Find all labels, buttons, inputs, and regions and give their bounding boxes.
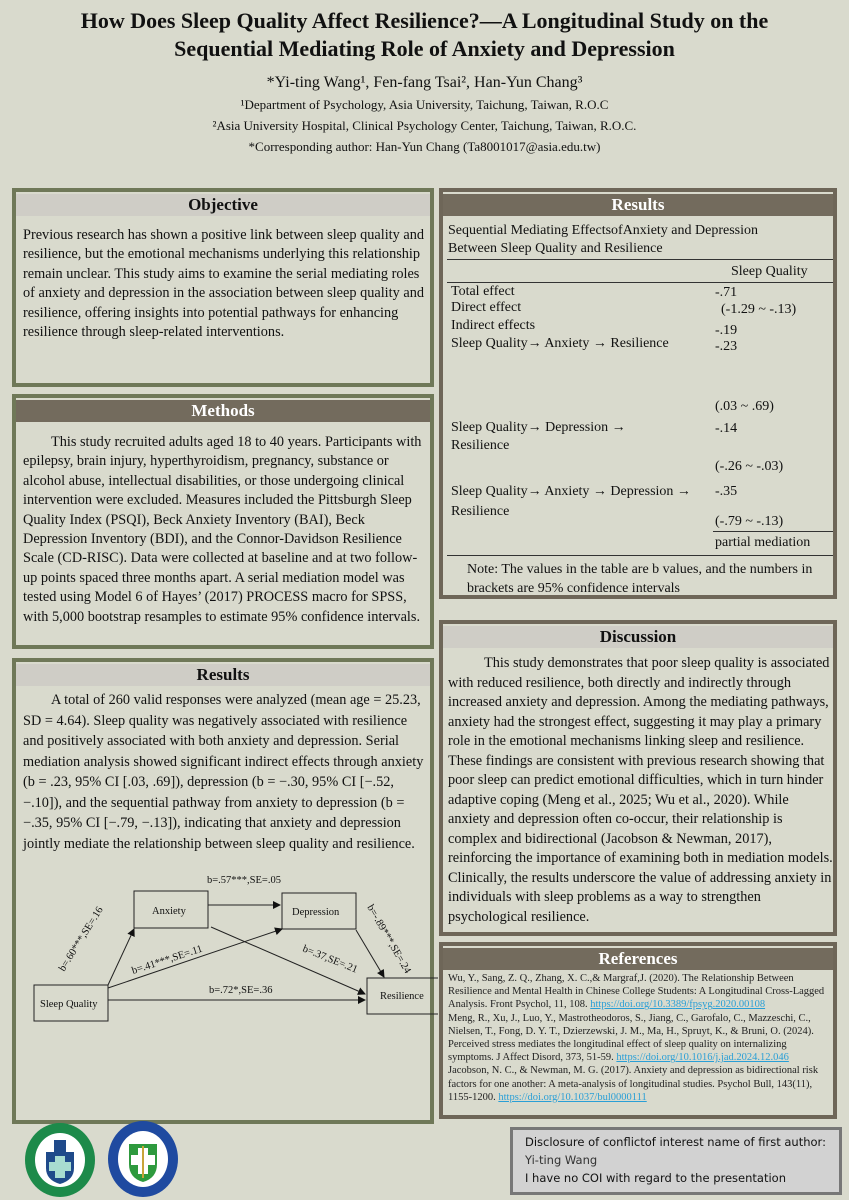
table-rule-mid	[713, 531, 833, 532]
disclosure-statement: I have no COI with regard to the presentation	[525, 1171, 786, 1185]
node-resilience-label: Resilience	[380, 991, 424, 1002]
row-ci-path-anxiety: (.03 ~ .69)	[715, 399, 774, 414]
reference-item	[448, 972, 827, 1012]
table-rule-bottom	[447, 555, 833, 556]
title-line-1: How Does Sleep Quality Affect Resilience?—A Longitudinal Study on the	[80, 8, 769, 33]
objective-text: Previous research has shown a positive link between sleep quality and resilience, but the emotional mechanisms underlying this relationship remain unclear. This study aims to examine the serial mediating roles of anxiety and depression in the association between sleep quality and resilience, offering insights into potential pathways for enhancing resilience through sleep-related interventions.	[23, 227, 425, 341]
discussion-text: This study demonstrates that poor sleep quality is associated with reduced resilience, both directly and indirectly through increased anxiety and depression. Among the mediating pathways, anxiety had the strongest effect, suggesting it may play a primary role in the emotional mechanisms linking sleep and resilience. These findings are consistent with previous research showing that poor sleep can predict emotional difficulties, which in turn hinder adaptive coping (Meng et al., 2025; Wu et al., 2020). While anxiety and depression often co-occur, their relationship is complex and bidirectional (Jacobson & Newman, 2017), reinforcing the importance of examining both in mediation models. Clinically, the results underscore the value of addressing anxiety in individuals with sleep problems as a way to strengthen psychological resilience.	[448, 655, 833, 925]
row-label-direct: Direct effect	[451, 300, 522, 315]
references-heading: References	[443, 948, 833, 970]
objective-heading: Objective	[16, 194, 430, 216]
discussion-section	[439, 620, 837, 936]
methods-heading: Methods	[16, 400, 430, 422]
path-label-anxiety-depression: b=.57***,SE=.05	[207, 875, 281, 886]
reference-link[interactable]: https://doi.org/10.1016/j.jad.2024.12.046	[616, 1052, 789, 1064]
results-summary-heading: Results	[16, 664, 430, 686]
mediation-diagram	[12, 860, 438, 1030]
row-label-path-anxiety: Sleep Quality→ Anxiety → Resilience	[451, 336, 669, 351]
row-value-indirect: -.19	[715, 323, 738, 338]
coi-disclosure	[510, 1127, 842, 1195]
results-table-section	[439, 188, 837, 599]
results-summary-text: A total of 260 valid responses were analyzed (mean age = 25.23, SD = 4.64). Sleep quality was negatively associated with resilience and positively associated with both anxiety and depression. Serial mediation analysis showed significant indirect effects through anxiety (b = .23, 95% CI [.03, .69]), depression (b = −.30, 95% CI [−.52, −.10]), and the sequential pathway from anxiety to depression (b = −.35, 95% CI [−.79, −.13]), indicating that anxiety and depression jointly mediate the relationship between sleep quality and resilience.	[23, 692, 424, 852]
affiliations	[0, 94, 849, 157]
table-title-line-2: Between Sleep Quality and Resilience	[448, 241, 663, 256]
authors: *Yi-ting Wang¹, Fen-fang Tsai², Han-Yun Chang³	[266, 74, 583, 91]
table-rule-top	[447, 259, 833, 260]
objective-section	[12, 188, 434, 387]
row-value-direct: (-1.29 ~ -.13)	[721, 302, 797, 317]
row-value-total: -.71	[715, 285, 738, 300]
path-label-sleep-anxiety: b=.60***,SE=.16	[57, 905, 106, 974]
reference-item	[448, 1012, 827, 1065]
reference-link[interactable]: https://doi.org/10.1037/bul0000111	[498, 1091, 647, 1103]
row-value-path-anxiety: -.23	[715, 339, 738, 354]
reference-text: Jacobson, N. C., & Newman, M. G. (2017). Anxiety and depression as bidirectional risk factors for one another: A meta-analysis of longitudinal studies. Psychol Bull, 143(11), 1155-1200.	[448, 1065, 819, 1103]
references-list	[448, 972, 827, 1104]
row-value-path-depression: -.14	[715, 421, 738, 436]
results-table-heading: Results	[443, 194, 833, 216]
row-ci-path-serial: (-.79 ~ -.13)	[715, 514, 784, 529]
title-line-2: Sequential Mediating Role of Anxiety and Depression	[174, 36, 675, 61]
table-rule-header	[447, 282, 833, 283]
reference-text: Wu, Y., Sang, Z. Q., Zhang, X. C.,& Margraf,J. (2020). The Relationship Between Resilience and Mental Health in Chinese College Students: A Longitudinal Cross-Lagged Analysis. Front Psychol, 11, 108.	[448, 973, 825, 1011]
path-label-sleep-depression: b=.41***,SE=.11	[130, 943, 204, 977]
arrow-depression-resilience	[356, 930, 384, 977]
path-label-depression-resilience: b=-.89***,SE=.24	[364, 903, 413, 976]
node-anxiety-label: Anxiety	[152, 906, 186, 917]
table-column-header: Sleep Quality	[731, 264, 808, 279]
path-label-sleep-resilience: b=.72*,SE=.36	[209, 985, 273, 996]
row-label-path-serial: Sleep Quality→ Anxiety → Depression → Resilience	[451, 484, 691, 519]
table-title-line-1: Sequential Mediating EffectsofAnxiety and Depression	[448, 223, 758, 238]
references-section	[439, 942, 837, 1119]
methods-section	[12, 394, 434, 649]
affiliation-1: ¹Department of Psychology, Asia University, Taichung, Taiwan, R.O.C	[240, 97, 609, 112]
reference-text: Meng, R., Xu, J., Luo, Y., Mastrotheodoros, S., Jiang, C., Garofalo, C., Mazzeschi, C., Nielsen, T., Fong, D. Y. T., Dzierzewski, J. M., Ma, H., Spruyt, K., & Bruni, O. (2024). Perceived stress mediates the longitudinal effect of sleep quality on internalizing symptoms. J Affect Disord, 373, 51-59.	[448, 1012, 814, 1064]
node-depression-label: Depression	[292, 907, 340, 918]
arrow-sleep-anxiety	[108, 929, 134, 985]
disclosure-author-name: Yi-ting Wang	[525, 1153, 598, 1167]
node-sleep-quality-label: Sleep Quality	[40, 999, 98, 1010]
row-ci-path-depression: (-.26 ~ -.03)	[715, 459, 784, 474]
arrow-sleep-depression	[108, 929, 282, 988]
reference-link[interactable]: https://doi.org/10.3389/fpsyg.2020.00108	[590, 999, 766, 1011]
corresponding-author: *Corresponding author: Han-Yun Chang (Ta8001017@asia.edu.tw)	[248, 139, 601, 154]
asia-university-logo	[24, 1122, 96, 1198]
affiliation-2: ²Asia University Hospital, Clinical Psychology Center, Taichung, Taiwan, R.O.C.	[212, 118, 637, 133]
asia-university-hospital-logo	[107, 1120, 179, 1198]
path-label-anxiety-resilience: b=.37,SE=.21	[300, 943, 359, 976]
row-label-total: Total effect	[451, 284, 515, 299]
poster-title	[0, 7, 849, 63]
reference-item	[448, 1064, 827, 1104]
row-label-path-depression: Sleep Quality→ Depression → Resilience	[451, 420, 626, 453]
table-note: Note: The values in the table are b values, and the numbers in brackets are 95% confidence intervals	[467, 562, 813, 596]
table-title	[448, 222, 758, 258]
results-summary-section	[12, 658, 434, 1124]
disclosure-heading: Disclosure of conflictof interest name of first author:	[525, 1135, 826, 1149]
row-label-indirect: Indirect effects	[451, 318, 536, 333]
row-value-path-serial: -.35	[715, 484, 738, 499]
row-partial-mediation: partial mediation	[715, 535, 811, 550]
discussion-heading: Discussion	[443, 626, 833, 648]
methods-text: This study recruited adults aged 18 to 40 years. Participants with epilepsy, brain injury, hyperthyroidism, pregnancy, substance or alcohol abuse, intellectual disabilities, or those undergoing clinical intervention were excluded. Measures included the Pittsburgh Sleep Quality Index (PSQI), Beck Anxiety Inventory (BAI), Beck Depression Inventory (BDI), and the Connor-Davidson Resilience Scale (CD-RISC). Data were collected at baseline and at two follow-up points spaced three months apart. A serial mediation model was tested using Model 6 of Hayes’ (2017) PROCESS macro for SPSS, with 5,000 bootstrap resamples to estimate 95% confidence intervals.	[23, 434, 422, 625]
